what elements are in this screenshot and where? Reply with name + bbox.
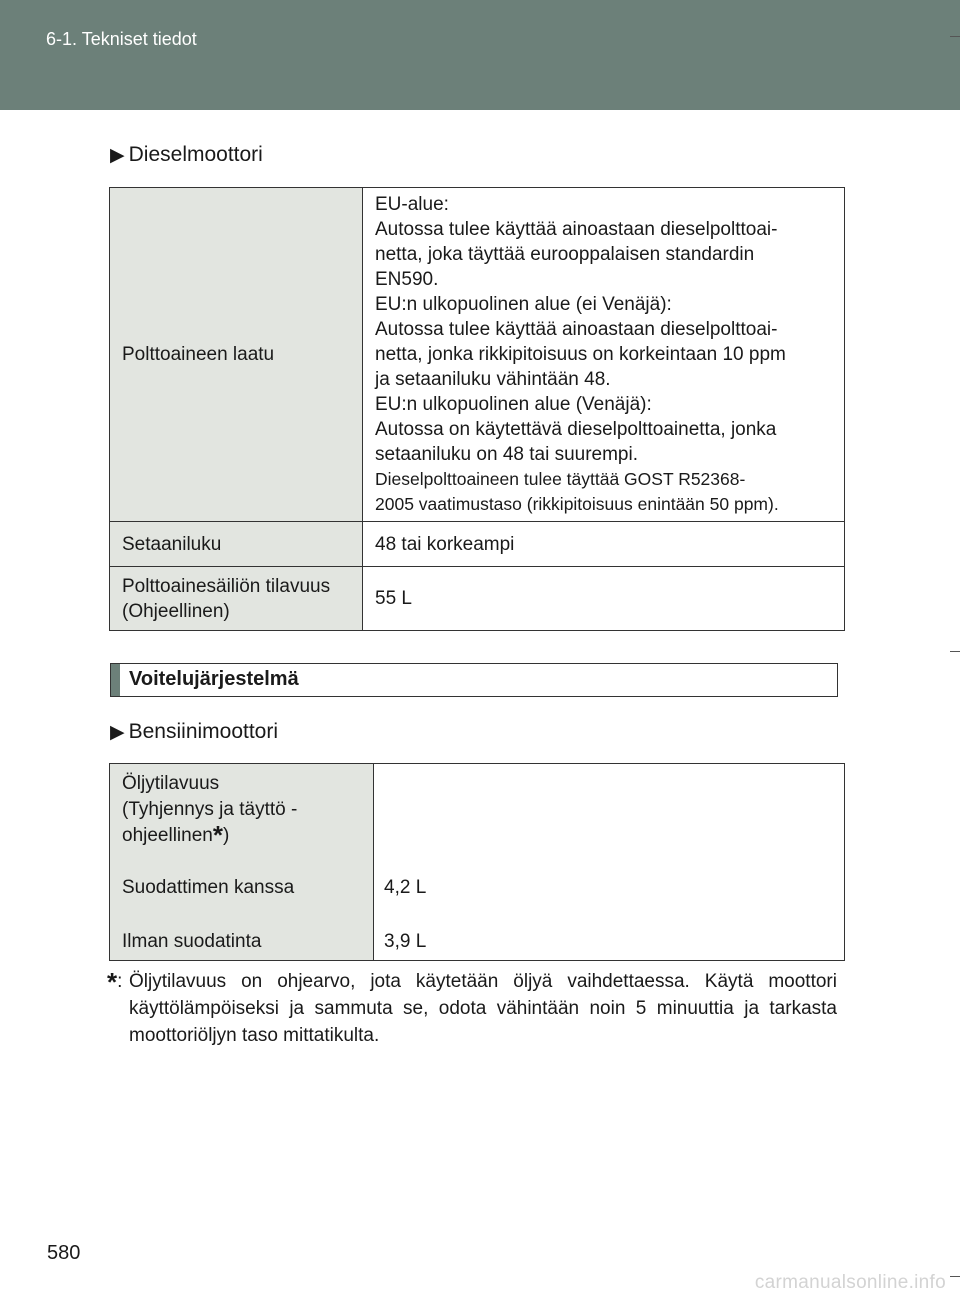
arrow-right-icon: ▶ [110, 145, 125, 166]
diesel-spec-table [109, 187, 845, 631]
oil-label-line: (Tyhjennys ja täyttö - [122, 799, 298, 820]
oil-label-text: ) [222, 825, 230, 846]
fuel-quality-line: netta, jonka rikkipitoisuus on korkeintaan 10 ppm [375, 344, 786, 365]
asterisk-icon: * [107, 967, 118, 997]
gasoline-heading [110, 720, 278, 744]
asterisk-icon: * [212, 820, 223, 850]
footnote-colon: : [117, 971, 123, 992]
fuel-quality-line: 2005 vaatimustaso (rikkipitoisuus enintään 50 ppm). [375, 494, 779, 514]
table-row [110, 764, 845, 961]
gasoline-heading-text: Bensiinimoottori [128, 720, 279, 743]
lubrication-section-title [110, 663, 838, 697]
fuel-quality-line: EU-alue: [375, 194, 449, 215]
fuel-quality-line: ja setaaniluku vähintään 48. [375, 369, 611, 390]
watermark: carmanualsonline.info [754, 1272, 946, 1293]
fuel-quality-line: EN590. [375, 269, 439, 290]
fuel-quality-line: netta, joka täyttää eurooppalaisen standardin [375, 244, 755, 265]
fuel-quality-line: Autossa tulee käyttää ainoastaan dieselpolttoai- [375, 219, 778, 240]
fuel-quality-label: Polttoaineen laatu [110, 188, 363, 522]
fuel-quality-value [363, 188, 845, 522]
section-title-text: Voitelujärjestelmä [129, 668, 299, 690]
chapter-title: 6-1. Tekniset tiedot [46, 29, 197, 49]
fuel-quality-line: Dieselpolttoaineen tulee täyttää GOST R52368- [375, 469, 746, 489]
table-row [110, 522, 845, 567]
page-number: 580 [47, 1242, 81, 1264]
fuel-quality-line: setaaniluku on 48 tai suurempi. [375, 444, 638, 465]
with-filter-value: 4,2 L [384, 877, 427, 898]
footnote [107, 968, 837, 1049]
oil-capacity-label [110, 764, 374, 961]
fuel-quality-line: Autossa tulee käyttää ainoastaan dieselpolttoai- [375, 319, 778, 340]
tank-capacity-value: 55 L [363, 567, 845, 631]
oil-label-line: Öljytilavuus [122, 773, 220, 794]
tank-capacity-label-line: (Ohjeellinen) [122, 600, 230, 622]
cetane-value: 48 tai korkeampi [363, 522, 845, 567]
without-filter-label: Ilman suodatinta [122, 931, 262, 952]
diesel-heading [110, 143, 263, 167]
footnote-marker [107, 968, 122, 996]
crop-mark [950, 1276, 960, 1277]
oil-capacity-table [109, 763, 845, 961]
table-row [110, 188, 845, 522]
page-header [0, 0, 960, 110]
crop-mark [950, 36, 960, 37]
with-filter-label: Suodattimen kanssa [122, 877, 295, 898]
oil-label-line [122, 820, 230, 850]
footnote-text: Öljytilavuus on ohjearvo, jota käytetään öljyä vaihdettaessa. Käytä moottori käyttölämpöiseksi ja sammuta se, odota vähintään noin 5 minuuttia ja tarkasta moottoriöljyn taso mittatikulta. [129, 971, 837, 1046]
cetane-label: Setaaniluku [110, 522, 363, 567]
fuel-quality-line: EU:n ulkopuolinen alue (ei Venäjä): [375, 294, 672, 315]
tank-capacity-label-line: Polttoainesäiliön tilavuus [122, 575, 331, 597]
fuel-quality-line: Autossa on käytettävä dieselpolttoainetta, jonka [375, 419, 777, 440]
fuel-quality-line: EU:n ulkopuolinen alue (Venäjä): [375, 394, 652, 415]
diesel-heading-text: Dieselmoottori [128, 143, 263, 166]
arrow-right-icon: ▶ [110, 722, 125, 743]
crop-mark [950, 651, 960, 652]
section-bar [111, 664, 120, 696]
table-row [110, 567, 845, 631]
oil-capacity-value [374, 764, 845, 961]
oil-label-text: ohjeellinen [122, 825, 213, 846]
tank-capacity-label [110, 567, 363, 631]
without-filter-value: 3,9 L [384, 931, 427, 952]
